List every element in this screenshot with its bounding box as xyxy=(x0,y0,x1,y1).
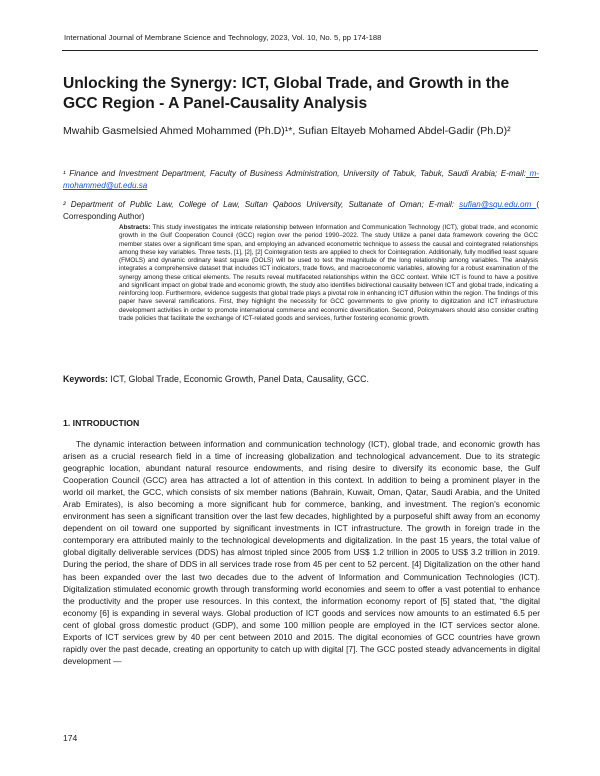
section-heading-introduction: 1. INTRODUCTION xyxy=(63,418,140,428)
page-number: 174 xyxy=(63,733,78,743)
journal-header: International Journal of Membrane Science and Technology, 2023, Vol. 10, No. 5, pp 174-188 xyxy=(64,33,382,42)
paper-title: Unlocking the Synergy: ICT, Global Trade, and Growth in the GCC Region - A Panel-Causality Analysis xyxy=(63,75,510,112)
introduction-paragraph: The dynamic interaction between information and communication technology (ICT), global trade, and economic growth has arisen as a crucial research field in a time of increasing globalization and technological advancement. Due to its strategic geographic location, abundant natural resource endowments, and rising desire to diversify its economic base, the Gulf Cooperation Council (GCC) area has attracted a lot of attention in this context. In addition to being a prominent player in the world oil market, the GCC, which consists of six member nations (Bahrain, Kuwait, Oman, Qatar, Saudi Arabia, and the United Arab Emirates), is also becoming a more significant hub for commerce, banking, and investment. The region's economic environment has seen a significant transition over the last few decades, highlighted by a purposeful shift away from an economy dependent on oil toward one supported by significant investments in ICT infrastructure. The growth in foreign trade in the contemporary era attributed mainly to the technological developments and digitalization. In the past 15 years, the total value of global digitally deliverable services (DDS) has almost tripled since 2005 from US$ 1.2 trillion in 2005 to US$ 3.2 trillion in 2019. During the period, the share of DDS in all services trade rose from 45 per cent to 52 percent. [4] Digitalization on the other hand has been expanded over the last two decades due to the advent of Information and Communication Technologies (ICT). Digitalization stimulated economic growth through transforming world economies and seem to offer a vast potential to enhance the productivity and the proper use resources. In this context, the information economy report of [5] stated that, “the digital economy [6] is expanding in several ways. Global production of ICT goods and services now amounts to an estimated 6.5 per cent of global gross domestic product (GDP), and some 100 million people are employed in the ICT services sector alone. Exports of ICT services grew by 40 per cent between 2010 and 2015. The digital economies of GCC countries have grown rapidly over the past decade, creating an opportunity to catch up with digital [7]. The GCC posted steady advancements in digital development — xyxy=(63,439,540,666)
affiliation-1-email-link[interactable]: m-mohammed@ut.edu.sa xyxy=(63,169,540,190)
affiliation-2-email-link[interactable]: sufian@squ.edu.om xyxy=(459,200,537,209)
affiliation-2 xyxy=(63,199,539,223)
abstract-label: Abstracts: xyxy=(119,224,151,231)
affiliation-1 xyxy=(63,168,539,192)
keywords xyxy=(63,374,539,384)
keywords-text: ICT, Global Trade, Economic Growth, Panel Data, Causality, GCC. xyxy=(107,374,369,384)
affiliation-2-text: ² Department of Public Law, College of Law, Sultan Qaboos University, Sultanate of Oman; E-mail: xyxy=(63,200,455,209)
affiliation-2-suffix: ( Corresponding Author) xyxy=(63,200,540,221)
author-list: Mwahib Gasmelsied Ahmed Mohammed (Ph.D)¹*, Sufian Eltayeb Mohamed Abdel-Gadir (Ph.D)² xyxy=(63,125,511,137)
abstract-text: This study investigates the intricate relationship between Information and Communication Technology (ICT), global trade, and economic growth in the Gulf Cooperation Council (GCC) region over the period 1990–2022. The study Utilize a panel data framework covering the GCC member states over a significant time span, and employing an advanced econometric technique to assess the causal and cointegrated relationships among these key variables. Three tests, [1], [2], [2] Cointegration tests are applied to check for Cointegration. Additionally, fully modified least square (FMOLS) and dynamic ordinary least square (DOLS) will be used to test the magnitude of the long relationship among variables. The analysis integrates a comprehensive dataset that includes ICT indicators, trade flows, and macroeconomic variables, allowing for a robust examination of the synergy among these critical elements. The results reveal multifaceted relationships within the GCC context. While ICT is found to have a positive and significant impact on global trade and economic growth, the study also identifies bidirectional causality between ICT and global trade, indicating a reinforcing loop. Furthermore, evidence suggests that global trade plays a pivotal role in enhancing ICT diffusion within the region. The findings of this paper have several ramifications. First, they highlight the necessity for GCC governments to give priority to digitization and ICT infrastructure development activities in order to promote international commerce and economic diversification. Second, Policymakers should also consider crafting trade policies that facilitate the exchange of ICT-related goods and services, further fostering economic growth. xyxy=(119,224,538,322)
keywords-label: Keywords: xyxy=(63,374,108,384)
abstract xyxy=(119,224,538,323)
affiliation-1-text: ¹ Finance and Investment Department, Faculty of Business Administration, University of Tabuk, Tabuk, Saudi Arabia; E-mail: xyxy=(63,169,526,178)
header-divider xyxy=(62,50,538,51)
